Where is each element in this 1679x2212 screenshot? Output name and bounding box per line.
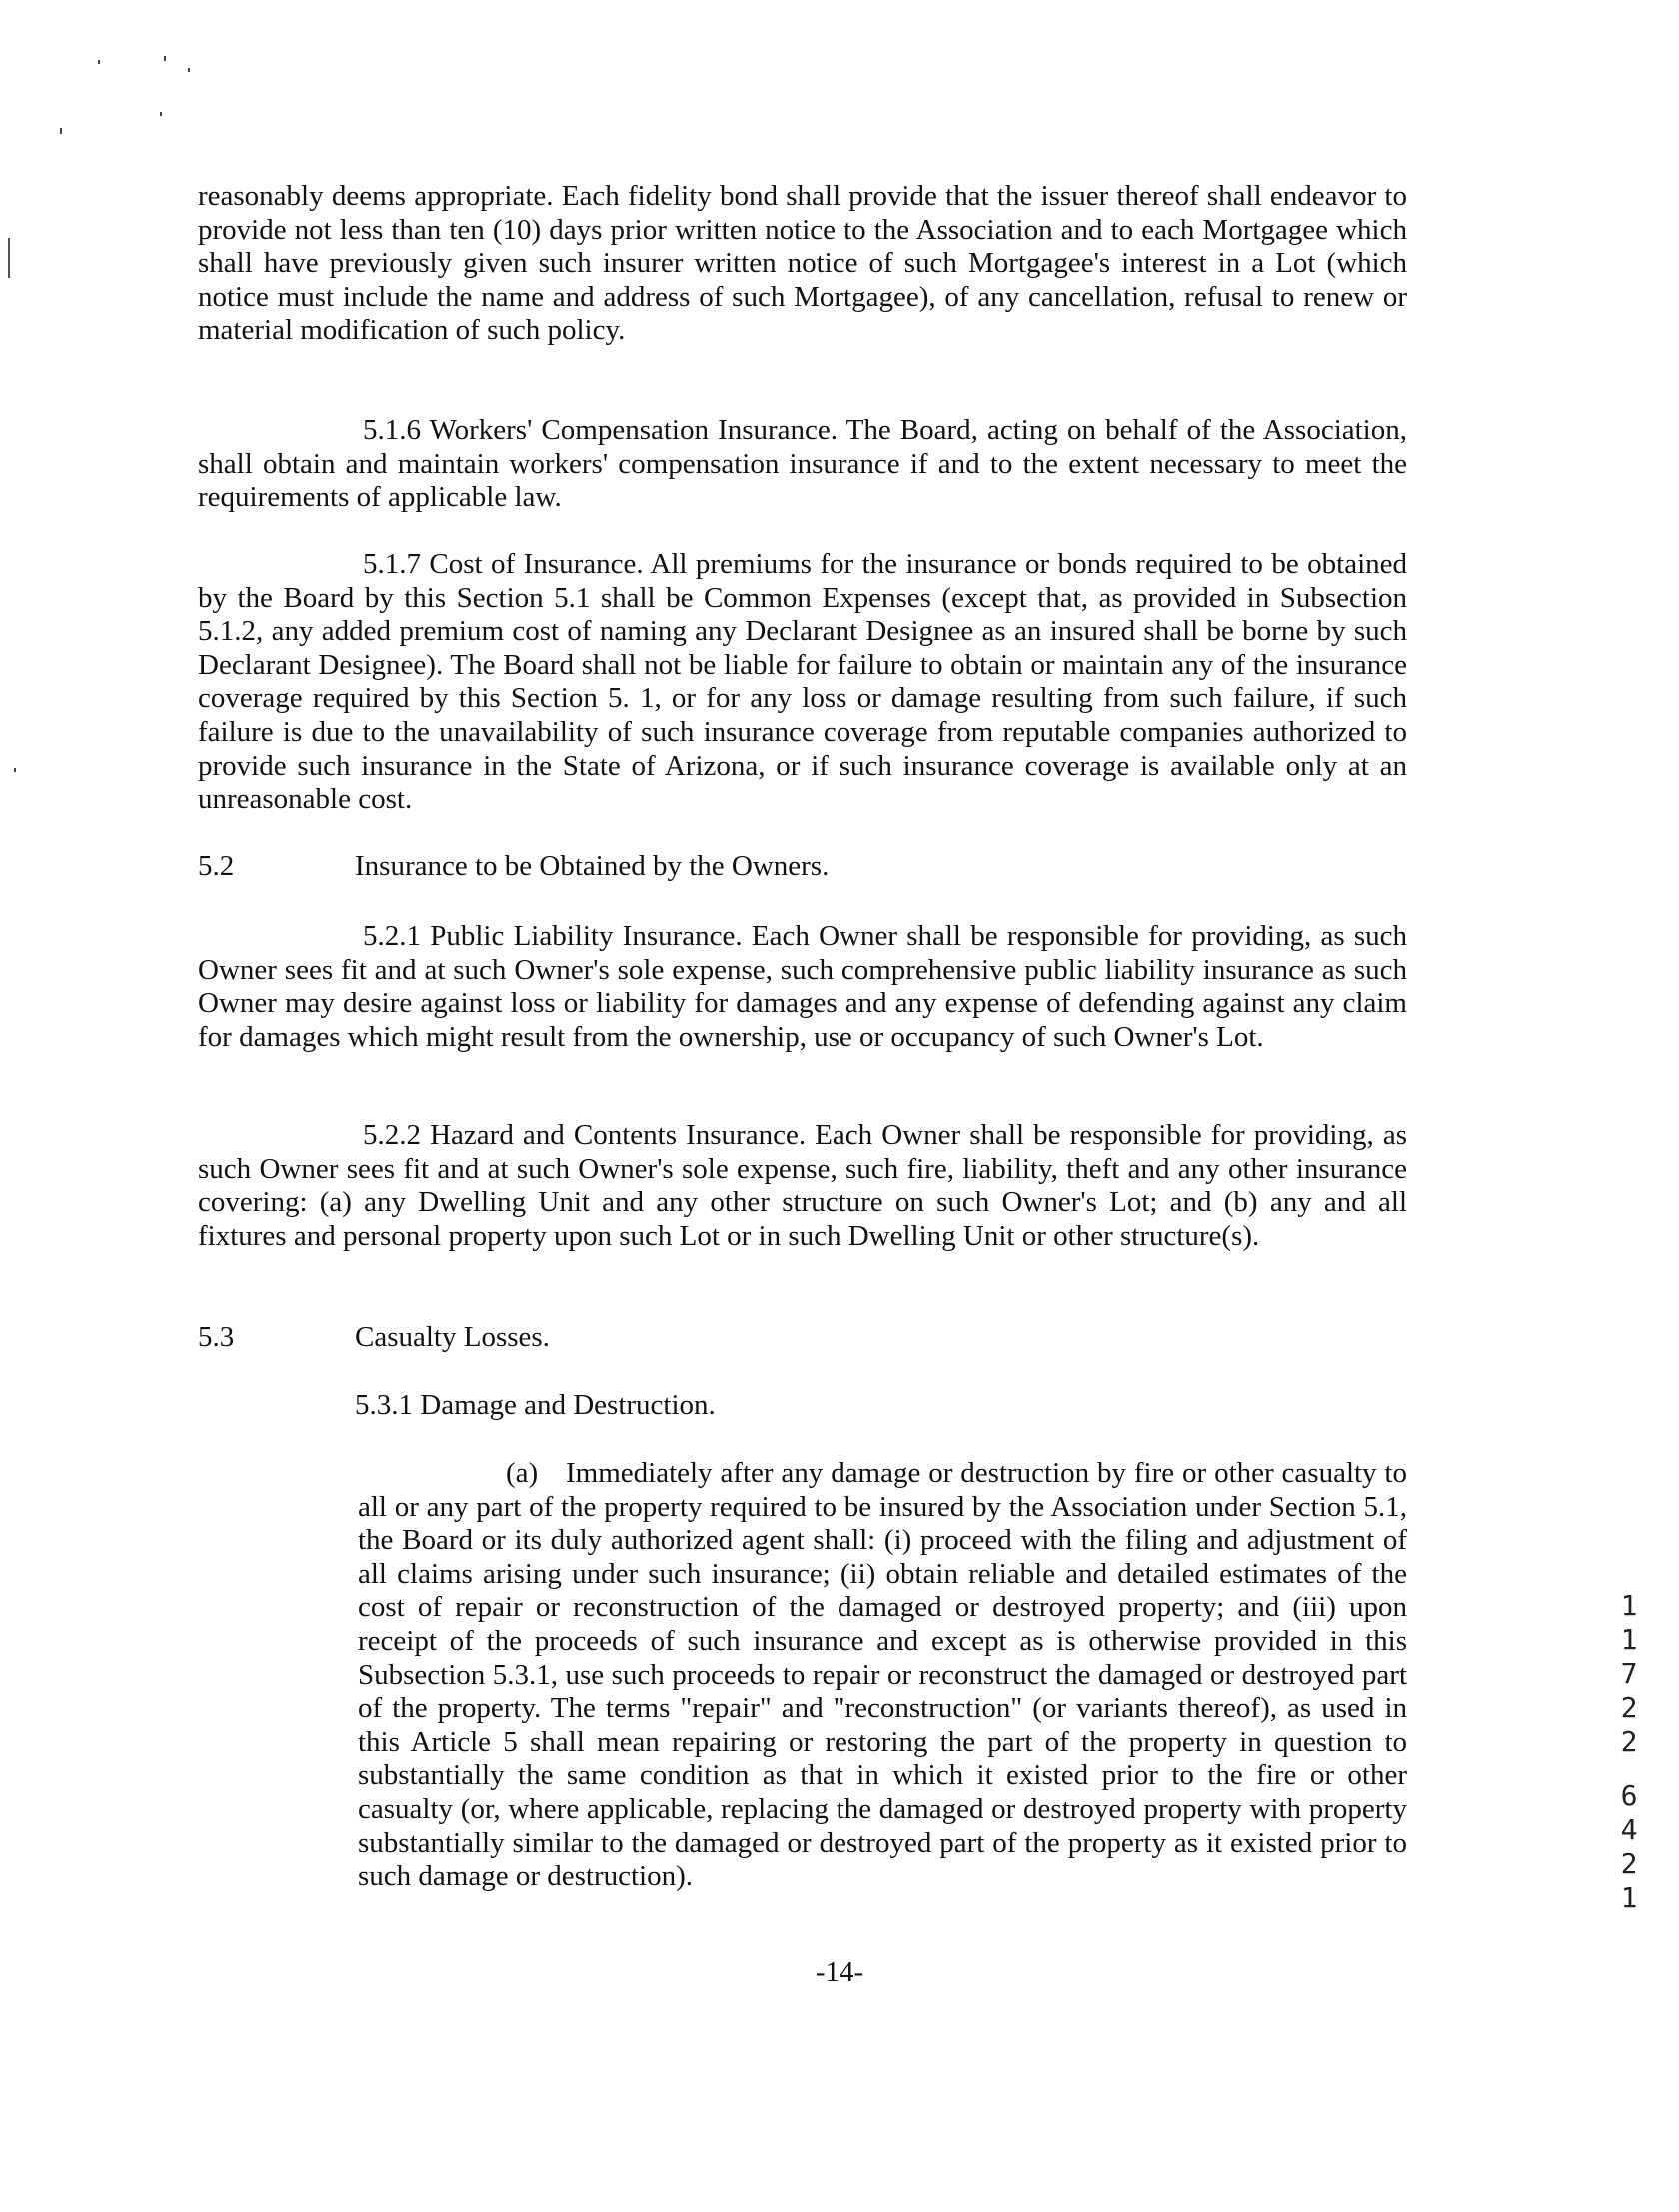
stamp-char: 2 (1620, 1725, 1638, 1758)
stamp-char: 1 (1620, 1623, 1638, 1656)
stamp-char: 6 (1620, 1779, 1638, 1812)
stamp-char: 4 (1620, 1813, 1638, 1846)
paragraph-5-3-1-a (358, 1457, 1407, 1894)
page-number: -14- (815, 1956, 864, 1988)
margin-bar (8, 238, 10, 278)
recording-number-stamp (1609, 1589, 1649, 1915)
stamp-char: 7 (1620, 1657, 1638, 1690)
stamp-char: 2 (1620, 1691, 1638, 1724)
paragraph-5-1-6-workers-compensation: 5.1.6 Workers' Compensation Insurance. The Board, acting on behalf of the Association, shall obtain and maintain workers' compensation insurance if and to the extent necessary to meet the requirements of applicable law. (198, 414, 1407, 514)
paragraph-5-2-1-public-liability: 5.2.1 Public Liability Insurance. Each Owner shall be responsible for providing, as such Owner sees fit and at such Owner's sole expense, such comprehensive public liability insurance as such Owner may desire against loss or liability for damages and any expense of defending against any claim for damages which might result from the ownership, use or occupancy of such Owner's Lot. (198, 920, 1407, 1053)
section-number: 5.2 (198, 850, 235, 882)
subsection-heading-5-3-1: 5.3.1 Damage and Destruction. (355, 1389, 716, 1421)
clause-label: (a) (506, 1457, 539, 1489)
section-number: 5.3 (198, 1321, 235, 1353)
section-title: Casualty Losses. (355, 1321, 550, 1353)
stamp-char: 2 (1620, 1847, 1638, 1880)
stamp-char: 1 (1620, 1881, 1638, 1914)
section-title: Insurance to be Obtained by the Owners. (355, 850, 830, 882)
paragraph-5-1-7-cost-of-insurance: 5.1.7 Cost of Insurance. All premiums for the insurance or bonds required to be obtained by the Board by this Section 5.1 shall be Common Expenses (except that, as provided in Subsection 5.1.2, any added premium cost of naming any Declarant Designee as an insured shall be borne by such Declarant Designee). The Board shall not be liable for failure to obtain or maintain any of the insurance coverage required by this Section 5. 1, or for any loss or damage resulting from such failure, if such failure is due to the unavailability of such insurance coverage from reputable companies authorized to provide such insurance in the State of Arizona, or if such insurance coverage is available only at an unreasonable cost. (198, 548, 1407, 816)
stamp-char: 1 (1620, 1589, 1638, 1622)
section-heading-5-2 (198, 850, 829, 884)
clause-text: Immediately after any damage or destruction by fire or other casualty to all or any part of the property required to be insured by the Association under Section 5.1, the Board or its duly authorized agent shall: (i) proceed with the filing and adjustment of all claims arising under such insurance; (ii) obtain reliable and detailed estimates of the cost of repair or reconstruction of the damaged or destroyed property; and (iii) upon receipt of the proceeds of such insurance and except as is otherwise provided in this Subsection 5.3.1, use such proceeds to repair or reconstruct the damaged or destroyed part of the property. The terms "repair" and "reconstruction" (or variants thereof), as used in this Article 5 shall mean repairing or restoring the part of the property in question to substantially the same condition as that in which it existed prior to the fire or other casualty (or, where applicable, replacing the damaged or destroyed property with property substantially similar to the damaged or destroyed part of the property as it existed prior to such damage or destruction). (358, 1457, 1407, 1893)
paragraph-fidelity-bond-continuation: reasonably deems appropriate. Each fidelity bond shall provide that the issuer thereof shall endeavor to provide not less than ten (10) days prior written notice to the Association and to each Mortgagee which shall have previously given such insurer written notice of such Mortgagee's interest in a Lot (which notice must include the name and address of such Mortgagee), of any cancellation, refusal to renew or material modification of such policy. (198, 180, 1407, 347)
paragraph-5-2-2-hazard-contents: 5.2.2 Hazard and Contents Insurance. Each Owner shall be responsible for providing, as such Owner sees fit and at such Owner's sole expense, such fire, liability, theft and any other insurance covering: (a) any Dwelling Unit and any other structure on such Owner's Lot; and (b) any and all fixtures and personal property upon such Lot or in such Dwelling Unit or other structure(s). (198, 1119, 1407, 1252)
section-heading-5-3 (198, 1321, 550, 1355)
